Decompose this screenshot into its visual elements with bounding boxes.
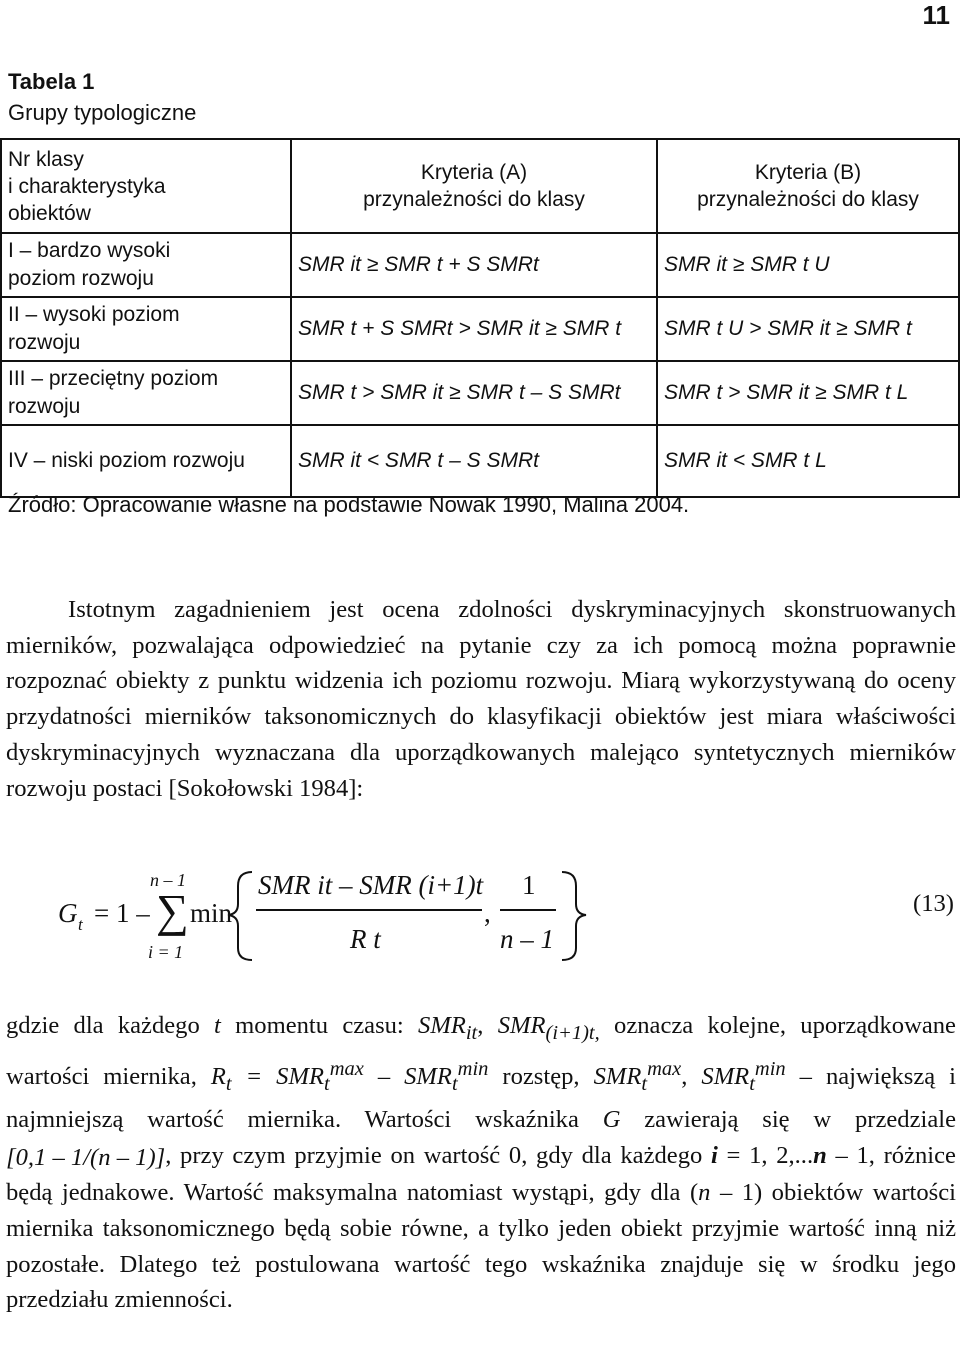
typology-table — [0, 138, 960, 498]
header-class-line: i charakterystyka — [8, 174, 166, 198]
header-criteria-b — [657, 139, 959, 233]
criteria-b-cell: SMR t U > SMR it ≥ SMR t — [657, 297, 959, 361]
eq-min: min — [190, 898, 233, 928]
equation-number: (13) — [913, 890, 954, 917]
text-run: , przy czym przyjmie on wartość 0, gdy — [165, 1142, 573, 1170]
text-run: momentu czasu: — [235, 1012, 404, 1039]
math-t: t — [214, 1012, 221, 1039]
class-cell — [1, 233, 291, 297]
class-cell — [1, 361, 291, 425]
class-cell — [1, 297, 291, 361]
math-subscript: t — [225, 1072, 232, 1095]
text-run: zawierają się w przedziale — [644, 1106, 956, 1134]
math-G: G — [602, 1106, 621, 1134]
eq-lhs: G — [58, 898, 78, 928]
math-token: SMR — [497, 1012, 546, 1039]
math-smr-it — [418, 1012, 478, 1044]
math-token: SMR — [418, 1012, 466, 1039]
table-row — [1, 361, 959, 425]
math-token: R — [210, 1062, 226, 1090]
math-smr-max: $SMR_t^{max}$ — [593, 1057, 682, 1095]
math-superscript: max — [329, 1057, 364, 1080]
math-token: n – 1 — [98, 1143, 148, 1171]
left-brace-icon — [228, 872, 252, 960]
page-number: 11 — [922, 0, 950, 30]
sigma-icon: ∑ — [156, 885, 189, 936]
table-header-row — [1, 139, 959, 233]
class-cell — [1, 425, 291, 497]
header-criteria-a-line: Kryteria (A) — [420, 161, 528, 184]
class-line: rozwoju — [8, 331, 81, 354]
math-subscript: t — [749, 1072, 755, 1095]
criteria-a-cell: SMR t > SMR it ≥ SMR t – S SMRt — [291, 361, 657, 425]
eq-sum-bottom: i = 1 — [148, 942, 184, 962]
text-run: największą i najmniejszą wartość miernika. Wartości wskaźnika — [6, 1062, 957, 1134]
header-criteria-a-line: przynależności do klasy — [363, 188, 585, 211]
math-n: n — [698, 1179, 711, 1207]
math-smr-min: $SMR_t^{min}$ — [701, 1057, 786, 1095]
header-class — [1, 139, 291, 233]
text-run: – 1) obiektów wartości miernika taksonomicznego będą sobie równe, a tylko jeden obiekt przyjmie wartość inną niż pozostałe. Dlatego też postulowana wartość tego wskaźnika znajduje się w środku jego przedziału zmienności. — [6, 1179, 956, 1314]
equation-13 — [0, 860, 960, 970]
table-source-note: Źródło: Opracowanie własne na podstawie Nowak 1990, Malina 2004. — [8, 492, 690, 517]
text-run: gdzie dla każdego — [6, 1012, 200, 1039]
math-subscript: (i+1)t, — [545, 1021, 600, 1044]
text-run: rozstęp, — [502, 1062, 580, 1090]
math-subscript: t — [641, 1072, 648, 1095]
math-subscript: t — [451, 1072, 458, 1095]
table-label: Tabela 1 — [8, 69, 95, 94]
class-line: II – wysoki poziom — [8, 303, 180, 326]
eq-sum-top: n – 1 — [150, 870, 186, 890]
header-class-line: obiektów — [8, 201, 91, 225]
math-token: 1 — [70, 1143, 84, 1171]
table-row — [1, 425, 959, 497]
header-class-line: Nr klasy — [8, 147, 84, 171]
paragraph-discrimination: Istotnym zagadnieniem jest ocena zdolności dyskryminacyjnych skonstruowanych mierników, pozwalająca odpowiedzieć na pytanie czy za ich pomocą można poprawnie rozpoznać obiekty z punktu widzenia ich poziomu rozwoju. Miarą wykorzystywaną do oceny przydatności mierników taksonomicznych do klasyfikacji obiektów jest miara właściwości dyskryminacyjnych wyznaczana dla uporządkowanych malejąco syntetycznych mierników rozwoju postaci [Sokołowski 1984]: — [6, 596, 956, 802]
header-criteria-a — [291, 139, 657, 233]
table-caption — [8, 66, 196, 128]
eq-frac2-num: 1 — [522, 870, 536, 900]
text-run: = 1, 2,... — [726, 1142, 814, 1170]
text-run: , — [477, 1012, 484, 1039]
criteria-a-cell: SMR t + S SMRt > SMR it ≥ SMR t — [291, 297, 657, 361]
math-n: n — [813, 1142, 827, 1170]
math-interval: [0,1 – 1/(n – 1)] — [6, 1143, 166, 1171]
table-row — [1, 297, 959, 361]
criteria-a-cell: SMR it < SMR t – S SMRt — [291, 425, 657, 497]
header-criteria-b-line: Kryteria (B) — [754, 161, 862, 184]
eq-numerator: SMR it – SMR (i+1)t — [258, 870, 484, 900]
eq-separator: , — [484, 898, 491, 928]
table-row — [1, 233, 959, 297]
text-run: dla każdego — [581, 1142, 703, 1170]
eq-denominator: R t — [350, 924, 381, 954]
math-superscript: max — [647, 1057, 682, 1080]
class-line: III – przeciętny poziom — [8, 367, 219, 390]
eq-frac2-den: n – 1 — [500, 924, 554, 954]
eq-lhs-sub: t — [78, 915, 83, 934]
criteria-b-cell: SMR it < SMR t L — [657, 425, 959, 497]
header-criteria-b-line: przynależności do klasy — [697, 188, 919, 211]
class-line: poziom rozwoju — [8, 267, 154, 290]
class-line: rozwoju — [8, 395, 81, 418]
right-brace-icon — [562, 872, 586, 960]
math-smr-i1t — [497, 1012, 600, 1044]
math-superscript: min — [457, 1057, 489, 1080]
criteria-b-cell: SMR t > SMR it ≥ SMR t L — [657, 361, 959, 425]
text-run: oznacza kolejne, uporządkowane wartości miernika, — [6, 1012, 956, 1090]
class-line: IV – niski poziom rozwoju — [8, 449, 245, 472]
math-range-def: $R_t = SMR_t^{max} - SMR_t^{min}$ — [210, 1057, 489, 1095]
math-i: i — [710, 1142, 718, 1170]
criteria-a-cell: SMR it ≥ SMR t + S SMRt — [291, 233, 657, 297]
criteria-b-cell: SMR it ≥ SMR t U — [657, 233, 959, 297]
paragraph-definitions: gdzie dla każdego t momentu czasu: $SMR_{it}$, $SMR_{(i+1)t,}$ oznacza kolejne, uporządkowane wartości miernika, $R_t = SMR_t^{max} - SMR_t^{min}$ rozstęp, $SMR_t^{max}$, $SMR_t^{min}$ – największą i najmniejszą wartość miernika. Wartości wskaźnika G zawierają się w przedziale [0,1 – 1/(n – 1)], przy czym przyjmie on wartość 0, gdy dla każdego i = 1, 2,...n – 1, różnice będą jednakowe. Wartość maksymalna natomiast wystąpi, gdy dla (n – 1) obiektów wartości miernika taksonomicznego będą sobie równe, a tylko jeden obiekt przyjmie wartość inną niż pozostałe. Dlatego też postulowana wartość tego wskaźnika znajduje się w środku jego przedziału zmienności. — [6, 1012, 957, 1314]
table-title: Grupy typologiczne — [8, 100, 197, 125]
text-run: – 1, różnice będą jednakowe. Wartość maksymalna natomiast wystąpi, gdy dla ( — [6, 1142, 956, 1207]
eq-one: = 1 – — [94, 898, 150, 928]
math-subscript: t — [324, 1072, 330, 1095]
math-token: 0,1 — [15, 1143, 47, 1171]
math-superscript: min — [754, 1057, 786, 1080]
class-line: I – bardzo wysoki — [8, 239, 171, 262]
math-subscript: it — [465, 1021, 478, 1044]
